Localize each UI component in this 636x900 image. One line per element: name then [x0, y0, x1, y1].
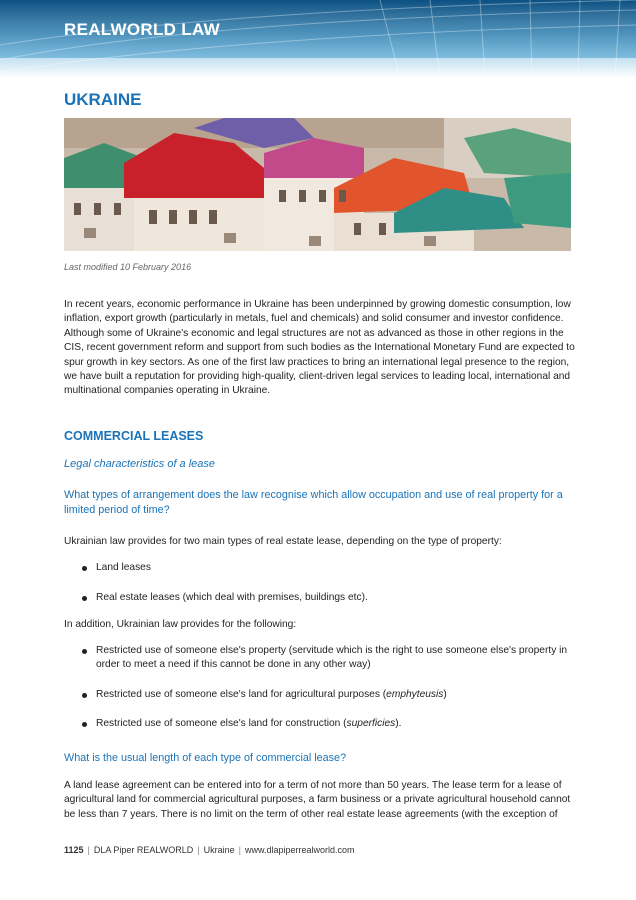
list-item-text: Real estate leases (which deal with premises, buildings etc).	[96, 592, 368, 603]
list-item-text-pre: Restricted use of someone else's land for agricultural purposes (	[96, 689, 387, 700]
list-item	[82, 688, 578, 702]
page-title: UKRAINE	[64, 90, 142, 109]
section-heading: COMMERCIAL LEASES	[64, 429, 204, 443]
list-item-term: superficies	[346, 718, 396, 729]
last-modified-date: Last modified 10 February 2016	[64, 262, 192, 272]
footer-divider: |	[238, 845, 241, 855]
question-lease-types: What types of arrangement does the law recognise which allow occupation and use of real property for a limited period of time?	[64, 489, 563, 516]
list-item-text-pre: Restricted use of someone else's land for construction (	[96, 718, 347, 729]
list-item-term: emphyteusis	[386, 689, 444, 700]
list-item	[82, 561, 578, 575]
intro-paragraph: In recent years, economic performance in Ukraine has been underpinned by growing domestic consumption, low inflation, export growth (particularly in metals, fuel and chemicals) and solid consumer and investor confidence. Although some of Ukraine's economic and legal structures are not as advanced as those in other regions in the CIS, recent government reform and support from such bodies as the International Monetary Fund are expected to spur growth in key sectors. As one of the first law practices to bring an international legal presence to the region, we have built a reputation for providing high-quality, client-driven legal services to leading local, international and multinational companies operating in Ukraine.	[64, 299, 575, 397]
brand-title: REALWORLD LAW	[64, 20, 220, 39]
list-item-text: Restricted use of someone else's property (servitude which is the right to use someone else's property in order to meet a need if this cannot be done in any other way)	[96, 645, 568, 671]
lease-length-paragraph: A land lease agreement can be entered into for a term of not more than 50 years. The lease term for a lease of agricultural land for commercial agricultural purposes, a farm business or a private agricultural household cannot be less than 7 years. There is no limit on the term of other real estate lease agreements (with the exception of	[64, 780, 571, 820]
additional-rights-paragraph: In addition, Ukrainian law provides for the following:	[64, 619, 297, 630]
footer-publisher: DLA Piper REALWORLD	[93, 845, 194, 855]
bullet-icon	[82, 649, 87, 654]
list-item	[82, 717, 578, 731]
bullet-icon	[82, 596, 87, 601]
list-item-text-post: )	[443, 689, 447, 700]
footer-url[interactable]: www.dlapiperrealworld.com	[244, 845, 355, 855]
bullet-icon	[82, 722, 87, 727]
hero-image	[64, 118, 571, 251]
footer-divider: |	[197, 845, 200, 855]
list-item-text-post: ).	[395, 718, 402, 729]
list-item	[82, 591, 578, 605]
lease-types-paragraph: Ukrainian law provides for two main types of real estate lease, depending on the type of property:	[64, 536, 502, 547]
page-number: 1125	[64, 845, 84, 855]
list-item	[82, 644, 578, 673]
bullet-icon	[82, 566, 87, 571]
city-rooftops-photo	[64, 118, 571, 251]
header-banner	[0, 0, 636, 78]
footer-divider: |	[87, 845, 90, 855]
bullet-icon	[82, 693, 87, 698]
list-item-text: Land leases	[96, 562, 151, 573]
section-subheading: Legal characteristics of a lease	[64, 458, 216, 470]
question-lease-length: What is the usual length of each type of commercial lease?	[64, 752, 347, 764]
page-footer	[64, 845, 355, 855]
footer-country: Ukraine	[203, 845, 235, 855]
